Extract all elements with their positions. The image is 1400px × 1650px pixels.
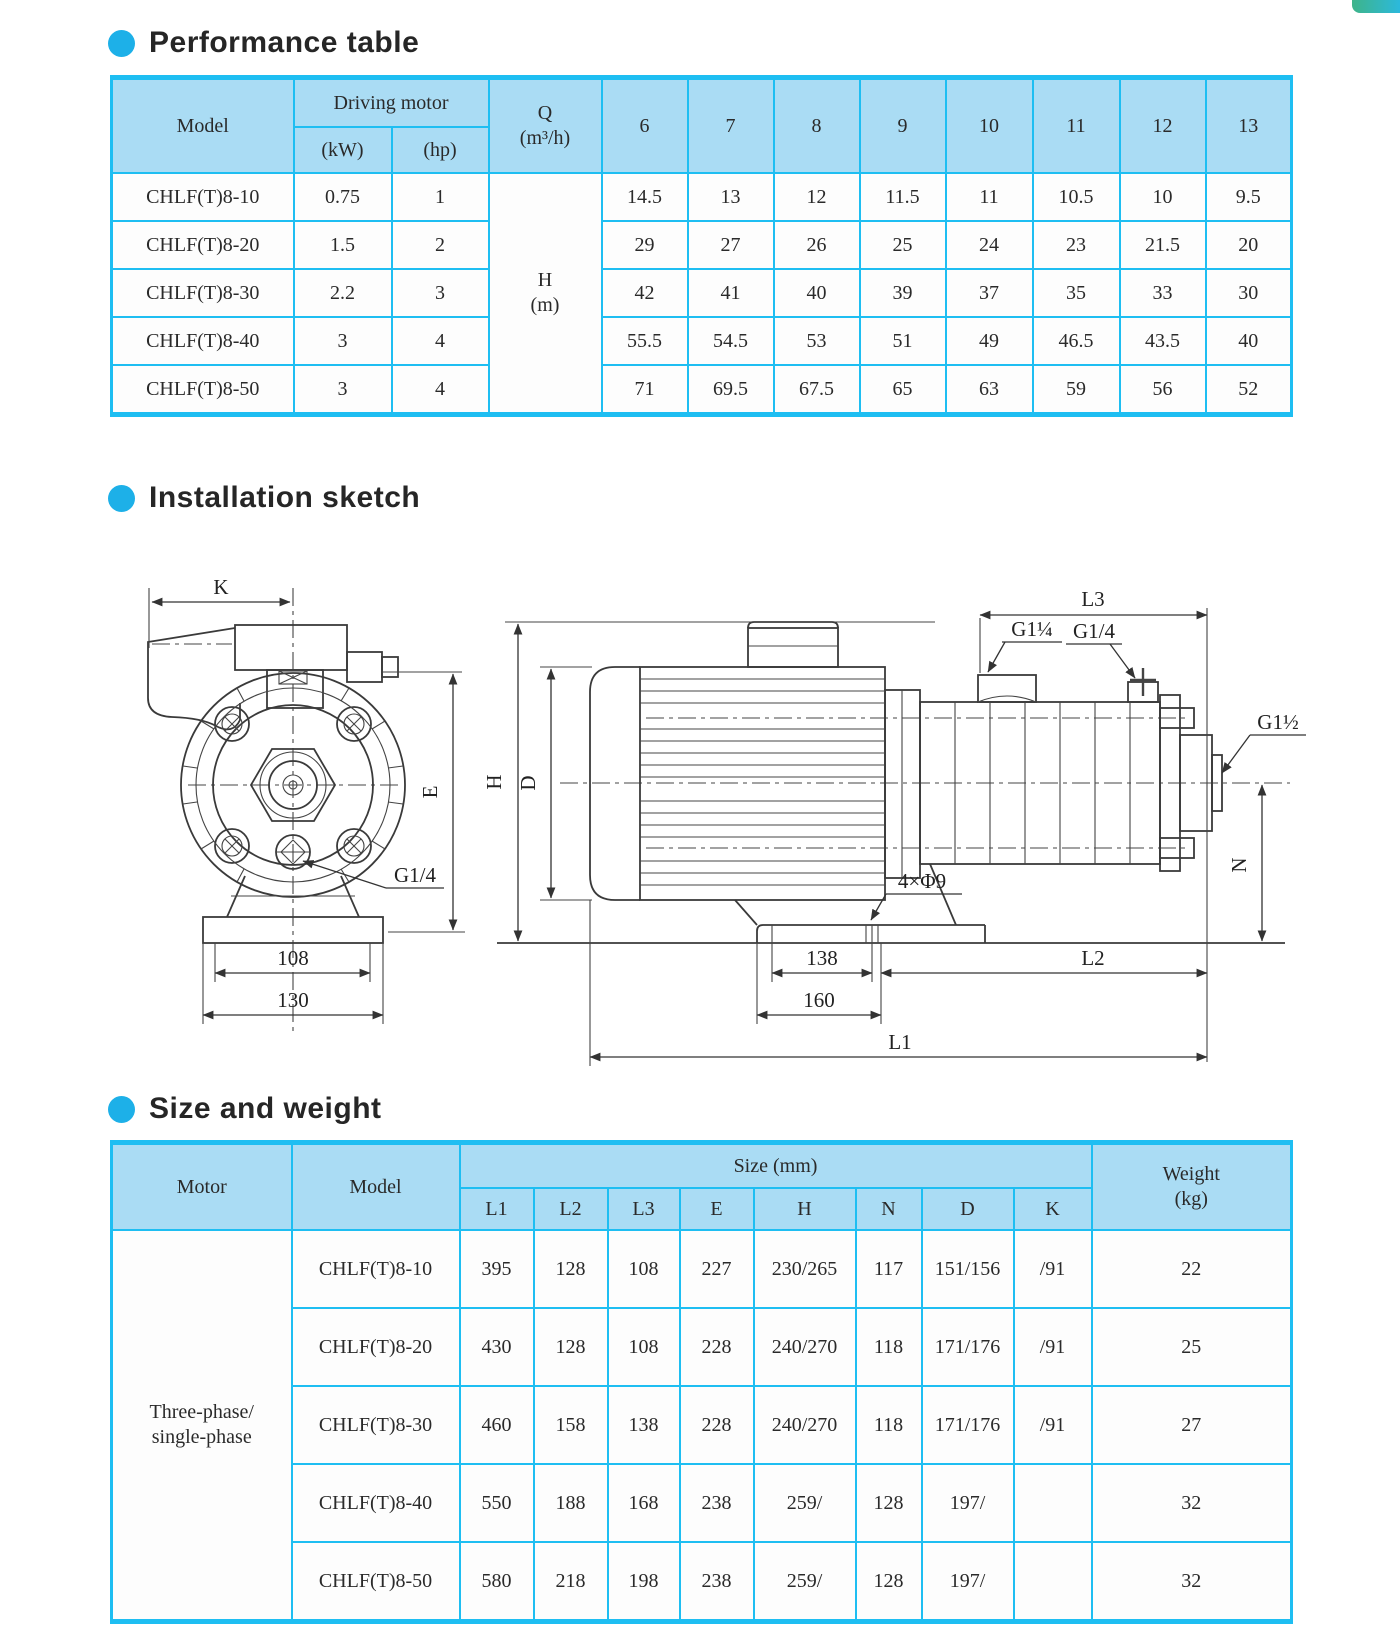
sw-cell: 580 bbox=[460, 1542, 534, 1622]
perf-cell: 41 bbox=[688, 269, 774, 317]
perf-cell: 67.5 bbox=[774, 365, 860, 415]
perf-cell-hp: 4 bbox=[392, 317, 489, 365]
table-row bbox=[112, 1230, 1292, 1308]
perf-cell: 30 bbox=[1206, 269, 1292, 317]
sw-cell bbox=[1014, 1464, 1092, 1542]
perf-cell: 59 bbox=[1033, 365, 1120, 415]
perf-cell: 37 bbox=[946, 269, 1033, 317]
side-view-details bbox=[505, 608, 1207, 1066]
sw-cell-motor-type bbox=[112, 1230, 292, 1622]
perf-cell: 14.5 bbox=[602, 173, 688, 221]
sw-cell-model: CHLF(T)8-50 bbox=[292, 1542, 460, 1622]
sw-cell-model: CHLF(T)8-30 bbox=[292, 1386, 460, 1464]
table-row bbox=[112, 317, 1292, 365]
sw-cell: 218 bbox=[534, 1542, 608, 1622]
section-title-text: Installation sketch bbox=[149, 481, 421, 514]
sw-cell: 128 bbox=[856, 1464, 922, 1542]
motor-type-line1: Three-phase/ bbox=[149, 1401, 254, 1423]
perf-cell-hp: 3 bbox=[392, 269, 489, 317]
sw-cell-weight: 22 bbox=[1092, 1230, 1292, 1308]
dim-label-g114: G1¼ bbox=[1011, 617, 1053, 641]
dim-label-138: 138 bbox=[806, 946, 838, 970]
perf-cell: 24 bbox=[946, 221, 1033, 269]
weight-unit: (kg) bbox=[1174, 1188, 1208, 1210]
perf-cell: 25 bbox=[860, 221, 946, 269]
sw-cell: 128 bbox=[534, 1308, 608, 1386]
dim-label-h: H bbox=[482, 774, 506, 790]
perf-header-flow-7: 7 bbox=[688, 78, 774, 174]
perf-cell: 33 bbox=[1120, 269, 1206, 317]
sw-header-e: E bbox=[680, 1188, 754, 1230]
dim-label-160: 160 bbox=[803, 988, 835, 1012]
front-view-outline bbox=[148, 625, 405, 943]
sw-cell bbox=[1014, 1542, 1092, 1622]
sw-header-size: Size (mm) bbox=[460, 1143, 1092, 1189]
sw-cell-weight: 27 bbox=[1092, 1386, 1292, 1464]
perf-cell: 42 bbox=[602, 269, 688, 317]
sw-cell: 198 bbox=[608, 1542, 680, 1622]
perf-cell: 23 bbox=[1033, 221, 1120, 269]
perf-cell: 71 bbox=[602, 365, 688, 415]
side-view-dimensions bbox=[518, 615, 1306, 1057]
table-row bbox=[112, 269, 1292, 317]
table-row bbox=[112, 221, 1292, 269]
sw-cell: 259/ bbox=[754, 1464, 856, 1542]
perf-cell: 20 bbox=[1206, 221, 1292, 269]
perf-header-q bbox=[489, 78, 602, 174]
dim-label-k: K bbox=[213, 575, 229, 599]
sw-cell: 118 bbox=[856, 1308, 922, 1386]
installation-section-title bbox=[108, 481, 420, 515]
perf-header-driving-motor: Driving motor bbox=[294, 78, 489, 128]
sw-header-h: H bbox=[754, 1188, 856, 1230]
perf-cell-kw: 1.5 bbox=[294, 221, 392, 269]
perf-cell: 55.5 bbox=[602, 317, 688, 365]
perf-cell: 46.5 bbox=[1033, 317, 1120, 365]
perf-header-hp: (hp) bbox=[392, 127, 489, 173]
size-weight-section-title bbox=[108, 1092, 382, 1126]
sw-cell: 168 bbox=[608, 1464, 680, 1542]
perf-cell-kw: 2.2 bbox=[294, 269, 392, 317]
size-weight-table bbox=[110, 1140, 1293, 1624]
perf-header-flow-9: 9 bbox=[860, 78, 946, 174]
dim-label-108: 108 bbox=[277, 946, 309, 970]
perf-cell-model: CHLF(T)8-20 bbox=[112, 221, 294, 269]
dim-label-e: E bbox=[418, 785, 442, 799]
perf-header-flow-13: 13 bbox=[1206, 78, 1292, 174]
sw-header-motor: Motor bbox=[112, 1143, 292, 1231]
sw-cell: 171/176 bbox=[922, 1386, 1014, 1464]
perf-cell-head-unit bbox=[489, 173, 602, 415]
sw-cell: 238 bbox=[680, 1464, 754, 1542]
sw-cell: 108 bbox=[608, 1230, 680, 1308]
dim-label-g14-front: G1/4 bbox=[394, 863, 436, 887]
dim-label-g112: G1½ bbox=[1257, 710, 1299, 734]
sw-cell-model: CHLF(T)8-10 bbox=[292, 1230, 460, 1308]
perf-cell: 51 bbox=[860, 317, 946, 365]
bullet-icon bbox=[108, 30, 135, 57]
sw-cell: 117 bbox=[856, 1230, 922, 1308]
sw-cell: 228 bbox=[680, 1386, 754, 1464]
perf-header-flow-10: 10 bbox=[946, 78, 1033, 174]
perf-cell-kw: 3 bbox=[294, 317, 392, 365]
sw-cell: /91 bbox=[1014, 1230, 1092, 1308]
perf-cell: 53 bbox=[774, 317, 860, 365]
perf-header-flow-11: 11 bbox=[1033, 78, 1120, 174]
dim-label-l2: L2 bbox=[1081, 946, 1105, 970]
perf-cell: 35 bbox=[1033, 269, 1120, 317]
perf-cell: 9.5 bbox=[1206, 173, 1292, 221]
perf-cell: 10.5 bbox=[1033, 173, 1120, 221]
sw-cell: 228 bbox=[680, 1308, 754, 1386]
perf-cell: 26 bbox=[774, 221, 860, 269]
perf-cell: 13 bbox=[688, 173, 774, 221]
weight-label: Weight bbox=[1162, 1163, 1220, 1185]
sw-header-n: N bbox=[856, 1188, 922, 1230]
sw-cell: 259/ bbox=[754, 1542, 856, 1622]
dim-label-130: 130 bbox=[277, 988, 309, 1012]
perf-cell: 29 bbox=[602, 221, 688, 269]
sw-cell: 395 bbox=[460, 1230, 534, 1308]
table-row bbox=[112, 365, 1292, 415]
perf-cell: 11.5 bbox=[860, 173, 946, 221]
table-row bbox=[112, 173, 1292, 221]
performance-table bbox=[110, 75, 1293, 417]
sw-cell: 197/ bbox=[922, 1464, 1014, 1542]
motor-type-line2: single-phase bbox=[151, 1426, 252, 1448]
sw-cell-model: CHLF(T)8-20 bbox=[292, 1308, 460, 1386]
sw-cell-model: CHLF(T)8-40 bbox=[292, 1464, 460, 1542]
perf-cell-hp: 1 bbox=[392, 173, 489, 221]
section-title-text: Size and weight bbox=[149, 1092, 382, 1125]
sw-cell: /91 bbox=[1014, 1386, 1092, 1464]
sw-cell: 118 bbox=[856, 1386, 922, 1464]
section-title-text: Performance table bbox=[149, 26, 420, 59]
perf-cell: 52 bbox=[1206, 365, 1292, 415]
sw-header-model: Model bbox=[292, 1143, 460, 1231]
dim-label-l1: L1 bbox=[888, 1030, 912, 1054]
perf-cell: 49 bbox=[946, 317, 1033, 365]
dim-label-d: D bbox=[516, 775, 540, 791]
perf-cell: 11 bbox=[946, 173, 1033, 221]
sw-header-d: D bbox=[922, 1188, 1014, 1230]
perf-cell: 43.5 bbox=[1120, 317, 1206, 365]
performance-section-title bbox=[108, 26, 419, 60]
perf-cell: 27 bbox=[688, 221, 774, 269]
dim-label-n: N bbox=[1227, 857, 1251, 873]
perf-cell: 39 bbox=[860, 269, 946, 317]
sw-cell: 188 bbox=[534, 1464, 608, 1542]
h-unit: (m) bbox=[530, 294, 560, 316]
perf-header-flow-8: 8 bbox=[774, 78, 860, 174]
sw-cell: 230/265 bbox=[754, 1230, 856, 1308]
perf-header-kw: (kW) bbox=[294, 127, 392, 173]
perf-cell: 65 bbox=[860, 365, 946, 415]
sw-cell: 240/270 bbox=[754, 1308, 856, 1386]
sw-cell: 227 bbox=[680, 1230, 754, 1308]
sw-cell: 238 bbox=[680, 1542, 754, 1622]
perf-header-model: Model bbox=[112, 78, 294, 174]
perf-cell: 56 bbox=[1120, 365, 1206, 415]
perf-cell: 69.5 bbox=[688, 365, 774, 415]
sw-cell: 138 bbox=[608, 1386, 680, 1464]
perf-cell-kw: 3 bbox=[294, 365, 392, 415]
perf-cell-hp: 4 bbox=[392, 365, 489, 415]
h-symbol: H bbox=[537, 269, 553, 291]
sw-header-l1: L1 bbox=[460, 1188, 534, 1230]
perf-cell-model: CHLF(T)8-10 bbox=[112, 173, 294, 221]
dim-label-l3: L3 bbox=[1081, 587, 1105, 611]
perf-cell: 10 bbox=[1120, 173, 1206, 221]
sw-cell: /91 bbox=[1014, 1308, 1092, 1386]
q-unit: (m³/h) bbox=[519, 127, 571, 149]
sw-cell-weight: 32 bbox=[1092, 1542, 1292, 1622]
sw-cell-weight: 32 bbox=[1092, 1464, 1292, 1542]
front-view-centerlines bbox=[152, 588, 398, 1035]
sw-header-l3: L3 bbox=[608, 1188, 680, 1230]
corner-decor bbox=[1352, 0, 1400, 13]
sw-header-k: K bbox=[1014, 1188, 1092, 1230]
dim-label-holes: 4×Φ9 bbox=[897, 869, 947, 893]
bullet-icon bbox=[108, 1096, 135, 1123]
perf-cell: 40 bbox=[1206, 317, 1292, 365]
sw-cell: 171/176 bbox=[922, 1308, 1014, 1386]
sw-cell: 158 bbox=[534, 1386, 608, 1464]
perf-cell: 54.5 bbox=[688, 317, 774, 365]
installation-sketch-drawing bbox=[0, 530, 1400, 1090]
sw-cell: 108 bbox=[608, 1308, 680, 1386]
sw-cell: 151/156 bbox=[922, 1230, 1014, 1308]
perf-cell: 40 bbox=[774, 269, 860, 317]
sw-cell: 128 bbox=[856, 1542, 922, 1622]
sw-cell: 550 bbox=[460, 1464, 534, 1542]
sw-cell: 197/ bbox=[922, 1542, 1014, 1622]
sw-cell-weight: 25 bbox=[1092, 1308, 1292, 1386]
dim-label-g14-top: G1/4 bbox=[1073, 619, 1115, 643]
perf-header-flow-6: 6 bbox=[602, 78, 688, 174]
perf-cell-model: CHLF(T)8-50 bbox=[112, 365, 294, 415]
perf-cell-hp: 2 bbox=[392, 221, 489, 269]
perf-cell: 63 bbox=[946, 365, 1033, 415]
sw-cell: 430 bbox=[460, 1308, 534, 1386]
perf-cell: 21.5 bbox=[1120, 221, 1206, 269]
q-symbol: Q bbox=[537, 102, 553, 124]
sw-cell: 240/270 bbox=[754, 1386, 856, 1464]
sw-header-l2: L2 bbox=[534, 1188, 608, 1230]
perf-cell-model: CHLF(T)8-40 bbox=[112, 317, 294, 365]
perf-cell-model: CHLF(T)8-30 bbox=[112, 269, 294, 317]
sw-cell: 128 bbox=[534, 1230, 608, 1308]
perf-cell: 12 bbox=[774, 173, 860, 221]
perf-header-flow-12: 12 bbox=[1120, 78, 1206, 174]
bullet-icon bbox=[108, 485, 135, 512]
perf-cell-kw: 0.75 bbox=[294, 173, 392, 221]
sw-header-weight bbox=[1092, 1143, 1292, 1231]
sw-cell: 460 bbox=[460, 1386, 534, 1464]
